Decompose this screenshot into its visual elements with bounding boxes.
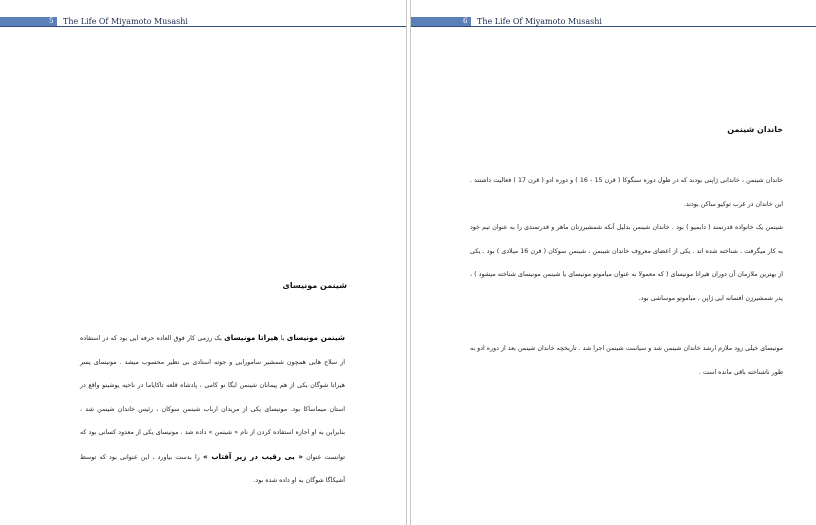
- page-header: [411, 17, 816, 29]
- bold-name: شینمن مونیسای: [286, 333, 345, 342]
- text-run: را بدست بیاورد ، این عنوانی بود که توسط آشیکاگا شوگان به او داده شده بود.: [80, 453, 345, 484]
- header-rule: [0, 26, 406, 27]
- section-heading: شینمن مونیسای: [282, 281, 347, 290]
- body-paragraph: شینمن یک خانواده قدرتمند ( دایمیو ) بود . خاندان شینمن بدلیل آنکه شمشیرزنان ماهر و قدرتمندی را به عنوان تیم خود به کار میگرفت ، شناخته شده اند . یکی از اعضای معروف خاندان شینمن ، شینمن سوکان ( قرن 16 میلادی ) بود . یکی از بهترین ملازمان آن دوران هیراتا مونیسای ( که معمولا به عنوان میاموتو مونیسای یا شینمن مونیسای شناخته میشود ) ، پدر شمشیرزن افسانه ایی ژاپن ، میاموتو موساشی بود.: [470, 224, 783, 302]
- header-rule: [411, 26, 816, 27]
- running-title: The Life Of Miyamoto Musashi: [63, 17, 188, 26]
- left-page: [0, 0, 406, 525]
- body-paragraph: خاندان شینمن ، خاندانی ژاپنی بودند که در طول دوره سنگوکا ( قرن 15 - 16 ) و دوره ادو ( قرن 17 ) فعالیت داشتند . این خاندان در غرب توکیو ساکن بودند.: [470, 177, 784, 208]
- running-title: The Life Of Miyamoto Musashi: [477, 17, 602, 26]
- right-page: [411, 0, 816, 525]
- body-paragraph: مونیسای خیلی زود ملازم ارشد خاندان شینمن شد و سیاست شینمن اجرا شد . تاریخچه خاندان شینمن بعد از دوره ادو به طور ناشناخته باقی مانده است .: [470, 345, 783, 376]
- page-header: [0, 17, 406, 29]
- header-band: [411, 17, 471, 26]
- bold-title: « بی رقیب در زیر آفتاب »: [202, 451, 303, 461]
- text-run: یا: [278, 335, 287, 342]
- body-paragraph: [80, 326, 345, 493]
- section-heading: خاندان شینمن: [727, 125, 783, 134]
- page-number: 5: [49, 17, 54, 25]
- bold-name: هیراتا مونیسای: [224, 333, 279, 342]
- text-run: یک رزمی کار فوق العاده حرفه ایی بود که در استفاده از سلاح هایی همچون شمشیر سامورایی و جوته استادی بی نظیر محسوب میشد . مونیسای پسر هیراتا شوگان یکی از هم پیمانان شینمن ایگا نو کامی ، پادشاه قلعه تاکایاما در ناحیه یوشینو واقع در استان میماساکا بود. مونیسای یکی از مریدان ارباب شینمن سوکان ، رئیس خاندان شینمن شد ، بنابراین به او اجازه استفاده کردن از نام « شینمن » داده شد . مونیسای یکی از معدود کسانی بود که توانست عنوان: [80, 335, 345, 461]
- page-number: 6: [463, 17, 468, 25]
